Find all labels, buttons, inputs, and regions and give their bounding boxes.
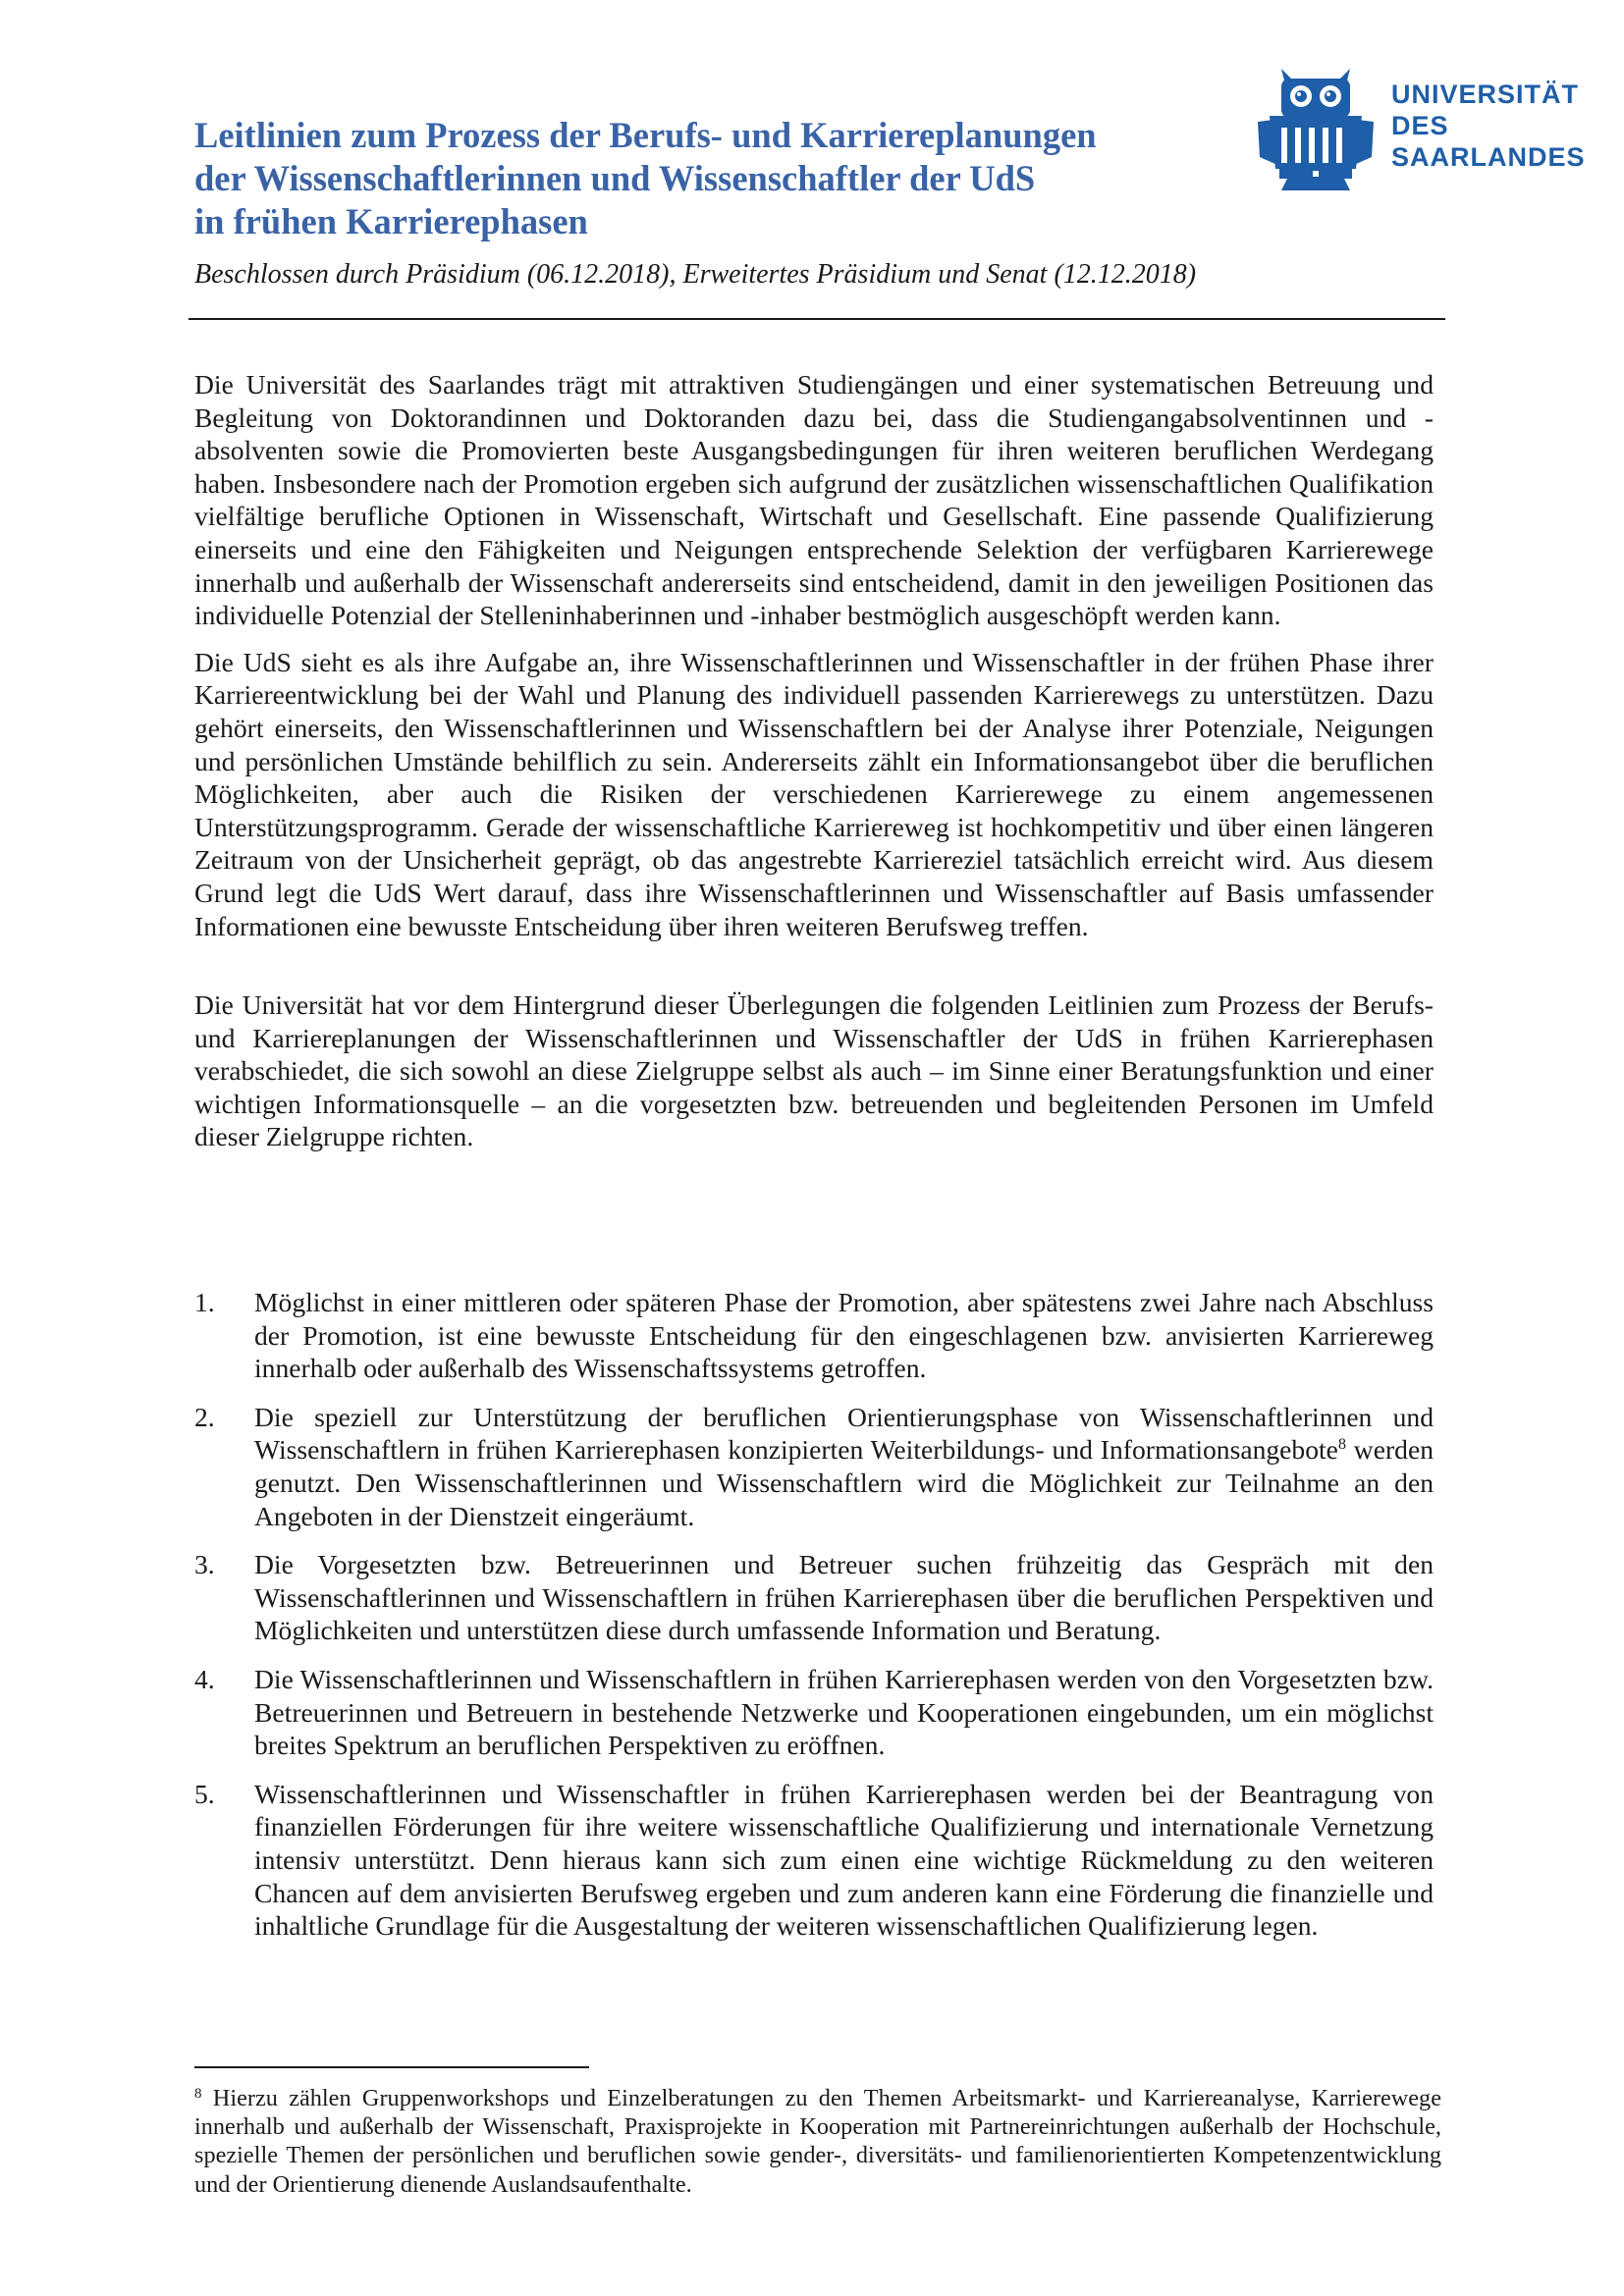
list-item bbox=[194, 1548, 1434, 1647]
logo-line-3: SAARLANDES bbox=[1391, 142, 1586, 172]
body-text bbox=[194, 368, 1434, 1153]
title-line-1: Leitlinien zum Prozess der Berufs- und Karriereplanungen bbox=[194, 115, 1097, 155]
header-divider bbox=[189, 318, 1445, 320]
list-item-text: Wissenschaftlerinnen und Wissenschaftler in frühen Karrierephasen werden bei der Beantragung von finanziellen Förderungen für ihre weitere wissenschaftliche Qualifizierung und internationale Vernetzung intensiv unterstützt. Denn hieraus kann sich zum einen eine wichtige Rückmeldung zu den weiteren Chancen auf dem anvisierten Berufsweg ergeben und zum anderen kann eine Förderung die finanzielle und inhaltliche Grundlage für die Ausgestaltung der weiteren wissenschaftlichen Qualifizierung legen. bbox=[254, 1778, 1434, 1942]
footnote-text: Hierzu zählen Gruppenworkshops und Einzelberatungen zu den Themen Arbeitsmarkt- und Karriereanalyse, Karrierewege innerhalb und außerhalb der Wissenschaft, Praxisprojekte in Kooperation mit Partnereinrichtungen außerhalb der Hochschule, spezielle Themen der persönlichen und beruflichen sowie gender-, diversitäts- und familienorientierten Kompetenzentwicklung und der Orientierung dienende Auslandsaufenthalte. bbox=[194, 2085, 1441, 2198]
document-title bbox=[194, 114, 1255, 243]
paragraph-mission: Die UdS sieht es als ihre Aufgabe an, ihre Wissenschaftlerinnen und Wissenschaftler in der frühen Phase ihrer Karriereentwicklung bei der Wahl und Planung des individuell passenden Karrierewegs zu unterstützen. Dazu gehört einerseits, den Wissenschaftlerinnen und Wissenschaftlern bei der Analyse ihrer Potenziale, Neigungen und persönlichen Umstände behilflich zu sein. Andererseits zählt ein Informationsangebot über die beruflichen Möglichkeiten, aber auch die Risiken der verschiedenen Karrierewege zu einem angemessenen Unterstützungsprogramm. Gerade der wissenschaftliche Karriereweg ist hochkompetitiv und über einen längeren Zeitraum von der Unsicherheit geprägt, ob das angestrebte Karriereziel tatsächlich erreicht wird. Aus diesem Grund legt die UdS Wert darauf, dass ihre Wissenschaftlerinnen und Wissenschaftler auf Basis umfassender Informationen eine bewusste Entscheidung über ihren weiteren Berufsweg treffen. bbox=[194, 646, 1434, 941]
list-item-number: 3. bbox=[194, 1549, 215, 1580]
owl-seal-icon bbox=[1252, 67, 1380, 192]
document-subtitle: Beschlossen durch Präsidium (06.12.2018), Erweitertes Präsidium und Senat (12.12.2018) bbox=[194, 259, 1197, 290]
footnote-number: 8 bbox=[194, 2086, 202, 2102]
list-item-number: 5. bbox=[194, 1778, 215, 1809]
list-item bbox=[194, 1401, 1434, 1532]
title-line-2: der Wissenschaftlerinnen und Wissenschaftler der UdS bbox=[194, 158, 1036, 198]
list-item bbox=[194, 1286, 1434, 1385]
guidelines-list bbox=[194, 1286, 1434, 1958]
list-item bbox=[194, 1663, 1434, 1762]
footnote bbox=[194, 2084, 1441, 2199]
paragraph-intro: Die Universität des Saarlandes trägt mit attraktiven Studiengängen und einer systematischen Betreuung und Begleitung von Doktorandinnen und Doktoranden dazu bei, dass die Studiengangabsolventinnen und -absolventen sowie die Promovierten beste Ausgangsbedingungen für ihren weiteren beruflichen Werdegang haben. Insbesondere nach der Promotion ergeben sich aufgrund der zusätzlichen wissenschaftlichen Qualifikation vielfältige berufliche Optionen in Wissenschaft, Wirtschaft und Gesellschaft. Eine passende Qualifizierung einerseits und eine den Fähigkeiten und Neigungen entsprechende Selektion der verfügbaren Karrierewege innerhalb und außerhalb der Wissenschaft andererseits sind entscheidend, damit in den jeweiligen Positionen das individuelle Potenzial der Stelleninhaberinnen und -inhaber bestmöglich ausgeschöpft werden kann. bbox=[194, 369, 1434, 631]
list-item-number: 4. bbox=[194, 1663, 215, 1694]
university-logo bbox=[1252, 67, 1586, 194]
list-item-number: 2. bbox=[194, 1401, 215, 1432]
list-item-text-part-1: Die speziell zur Unterstützung der beruflichen Orientierungsphase von Wissenschaftlerinnen und Wissenschaftlern in frühen Karrierephasen konzipierten Weiterbildungs- und Informationsangebote bbox=[254, 1401, 1434, 1466]
list-item-text: Möglichst in einer mittleren oder späteren Phase der Promotion, aber spätestens zwei Jahre nach Abschluss der Promotion, ist eine bewusste Entscheidung für den eingeschlagenen bzw. anvisierten Karriereweg innerhalb oder außerhalb des Wissenschaftssystems getroffen. bbox=[254, 1287, 1434, 1384]
footnote-reference[interactable]: 8 bbox=[1337, 1436, 1346, 1454]
list-item-text: Die Wissenschaftlerinnen und Wissenschaftlern in frühen Karrierephasen werden von den Vorgesetzten bzw. Betreuerinnen und Betreuern in bestehende Netzwerke und Kooperationen eingebunden, um ein möglichst breites Spektrum an beruflichen Perspektiven zu eröffnen. bbox=[254, 1663, 1434, 1761]
paragraph-guidelines-intro: Die Universität hat vor dem Hintergrund dieser Überlegungen die folgenden Leitlinien zum Prozess der Berufs- und Karriereplanungen der Wissenschaftlerinnen und Wissenschaftler der UdS in frühen Karrierephasen verabschiedet, die sich sowohl an diese Zielgruppe selbst als auch – im Sinne einer Beratungsfunktion und einer wichtigen Informationsquelle – an die vorgesetzten bzw. betreuenden und begleitenden Personen im Umfeld dieser Zielgruppe richten. bbox=[194, 989, 1434, 1152]
list-item-text-part-2: werden genutzt. Den Wissenschaftlerinnen und Wissenschaftlern wird die Möglichkeit zur Teilnahme an den Angeboten in der Dienstzeit eingeräumt. bbox=[254, 1434, 1434, 1531]
logo-line-2: DES bbox=[1391, 111, 1449, 140]
logo-wordmark bbox=[1391, 79, 1586, 173]
footnote-divider bbox=[194, 2066, 589, 2068]
logo-line-1: UNIVERSITÄT bbox=[1391, 80, 1580, 109]
title-line-3: in frühen Karrierephasen bbox=[194, 201, 588, 241]
list-item-text bbox=[254, 1401, 1434, 1532]
list-item bbox=[194, 1778, 1434, 1943]
list-item-number: 1. bbox=[194, 1287, 215, 1317]
list-item-text: Die Vorgesetzten bzw. Betreuerinnen und Betreuer suchen frühzeitig das Gespräch mit den Wissenschaftlerinnen und Wissenschaftlern in frühen Karrierephasen über die beruflichen Perspektiven und Möglichkeiten und unterstützen diese durch umfassende Information und Beratung. bbox=[254, 1549, 1434, 1646]
